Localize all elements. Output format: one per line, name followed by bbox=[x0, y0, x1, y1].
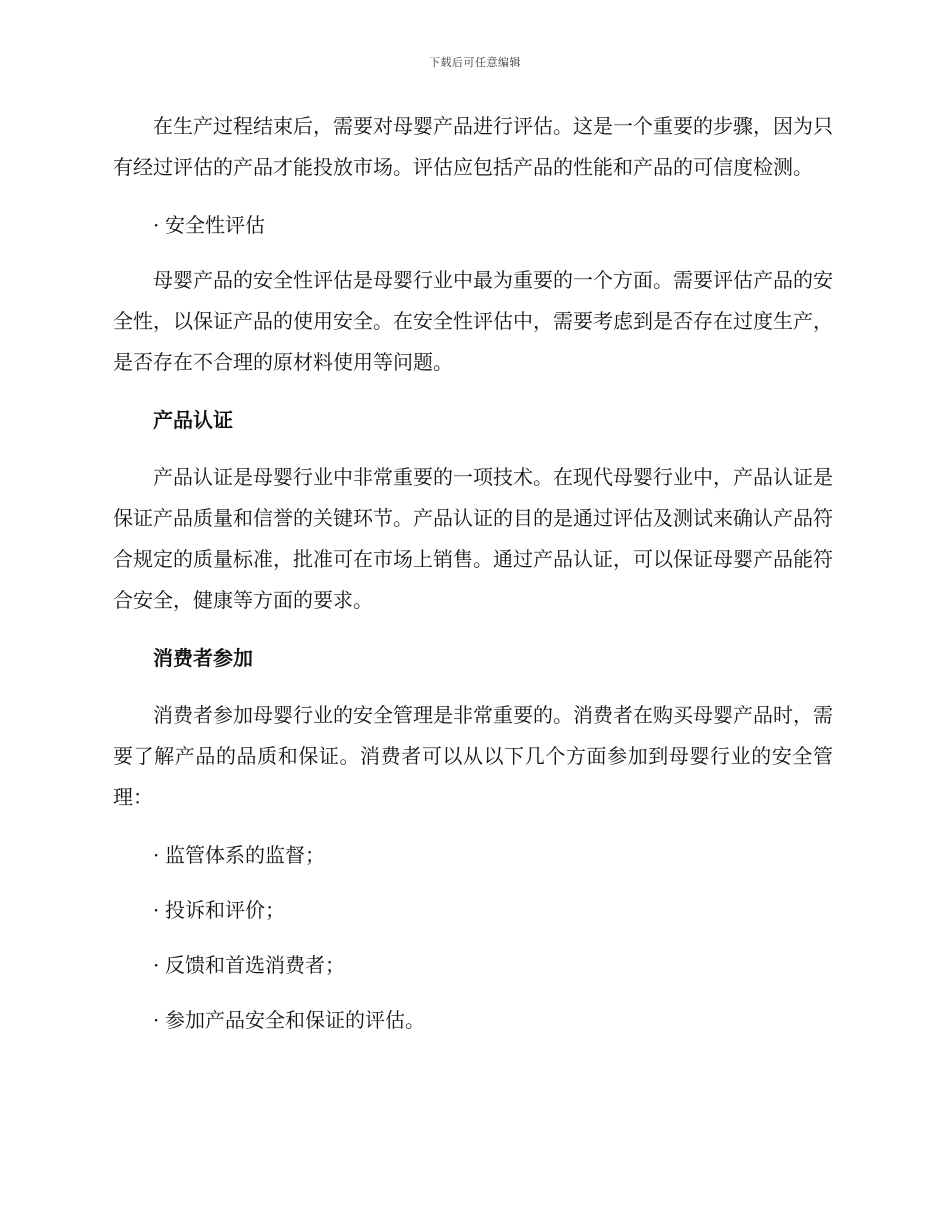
bullet-marker: · bbox=[153, 953, 160, 977]
bullet-marker: · bbox=[153, 1008, 160, 1032]
paragraph-product-certification: 产品认证是母婴行业中非常重要的一项技术。在现代母婴行业中，产品认证是保证产品质量和信誉的关键环节。产品认证的目的是通过评估及测试来确认产品符合规定的质量标准，批准可在市场上销售。通过产品认证，可以保证母婴产品能符合安全，健康等方面的要求。 bbox=[113, 465, 833, 612]
list-item bbox=[113, 1000, 833, 1041]
list-item-text: 监管体系的监督； bbox=[165, 843, 325, 867]
bullet-safety-evaluation bbox=[113, 205, 833, 246]
bullet-marker: · bbox=[153, 213, 160, 237]
list-item bbox=[113, 835, 833, 876]
list-item bbox=[113, 945, 833, 986]
list-item-text: 投诉和评价； bbox=[165, 898, 285, 922]
bullet-text: 安全性评估 bbox=[165, 213, 265, 237]
paragraph-consumer-participation: 消费者参加母婴行业的安全管理是非常重要的。消费者在购买母婴产品时，需要了解产品的品质和保证。消费者可以从以下几个方面参加到母婴行业的安全管理： bbox=[113, 703, 833, 809]
bullet-marker: · bbox=[153, 843, 160, 867]
list-item bbox=[113, 890, 833, 931]
list-item-text: 参加产品安全和保证的评估。 bbox=[165, 1008, 425, 1032]
list-item-text: 反馈和首选消费者； bbox=[165, 953, 345, 977]
bullet-marker: · bbox=[153, 898, 160, 922]
document-body bbox=[113, 106, 833, 1055]
paragraph-evaluation-intro: 在生产过程结束后，需要对母婴产品进行评估。这是一个重要的步骤，因为只有经过评估的产品才能投放市场。评估应包括产品的性能和产品的可信度检测。 bbox=[113, 114, 833, 179]
paragraph-safety-evaluation: 母婴产品的安全性评估是母婴行业中最为重要的一个方面。需要评估产品的安全性，以保证产品的使用安全。在安全性评估中，需要考虑到是否存在过度生产，是否存在不合理的原材料使用等问题。 bbox=[113, 268, 833, 374]
heading-product-certification: 产品认证 bbox=[153, 408, 233, 432]
page-header: 下载后可任意编辑 bbox=[429, 56, 521, 69]
heading-consumer-participation: 消费者参加 bbox=[153, 646, 253, 670]
